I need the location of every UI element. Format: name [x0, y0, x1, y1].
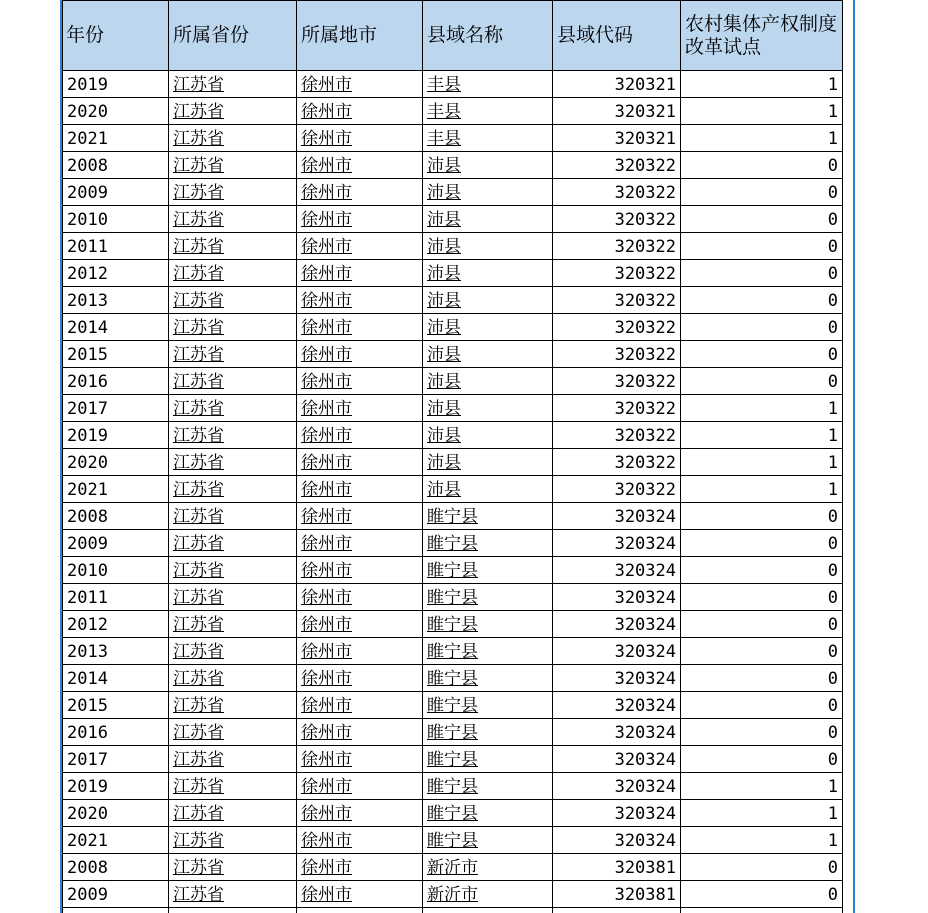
cell-county-code[interactable]: 320321 [553, 125, 681, 152]
cell-reform-pilot[interactable]: 0 [681, 665, 843, 692]
cell-year[interactable]: 2019 [63, 71, 169, 98]
cell-city[interactable]: 徐州市 [297, 692, 423, 719]
cell-year[interactable]: 2020 [63, 800, 169, 827]
cell-county-name[interactable]: 新沂市 [423, 881, 553, 908]
cell-county-code[interactable]: 320324 [553, 719, 681, 746]
cell-reform-pilot[interactable]: 1 [681, 395, 843, 422]
cell-empty[interactable] [297, 908, 423, 913]
cell-city[interactable]: 徐州市 [297, 449, 423, 476]
cell-province[interactable]: 江苏省 [169, 800, 297, 827]
cell-province[interactable]: 江苏省 [169, 476, 297, 503]
cell-county-name[interactable]: 沛县 [423, 449, 553, 476]
cell-county-name[interactable]: 沛县 [423, 422, 553, 449]
cell-reform-pilot[interactable]: 0 [681, 692, 843, 719]
cell-empty[interactable] [681, 908, 843, 913]
cell-year[interactable]: 2020 [63, 98, 169, 125]
cell-city[interactable]: 徐州市 [297, 584, 423, 611]
cell-county-code[interactable]: 320324 [553, 692, 681, 719]
header-reform-pilot[interactable]: 农村集体产权制度改革试点 [681, 1, 843, 71]
cell-year[interactable]: 2009 [63, 179, 169, 206]
cell-reform-pilot[interactable]: 0 [681, 530, 843, 557]
cell-reform-pilot[interactable]: 1 [681, 476, 843, 503]
cell-reform-pilot[interactable]: 0 [681, 557, 843, 584]
cell-county-code[interactable]: 320322 [553, 395, 681, 422]
table-row [63, 341, 843, 368]
table-row [63, 125, 843, 152]
cell-year[interactable]: 2013 [63, 638, 169, 665]
cell-province[interactable]: 江苏省 [169, 179, 297, 206]
cell-province[interactable]: 江苏省 [169, 530, 297, 557]
cell-reform-pilot[interactable]: 1 [681, 449, 843, 476]
table-row [63, 611, 843, 638]
cell-county-name[interactable]: 丰县 [423, 125, 553, 152]
cell-county-name[interactable]: 丰县 [423, 98, 553, 125]
header-province[interactable]: 所属省份 [169, 1, 297, 71]
cell-county-code[interactable]: 320322 [553, 314, 681, 341]
cell-year[interactable]: 2019 [63, 422, 169, 449]
cell-county-name[interactable]: 睢宁县 [423, 611, 553, 638]
cell-reform-pilot[interactable]: 0 [681, 611, 843, 638]
cell-year[interactable]: 2008 [63, 503, 169, 530]
cell-province[interactable]: 江苏省 [169, 638, 297, 665]
table-row [63, 773, 843, 800]
cell-city[interactable]: 徐州市 [297, 827, 423, 854]
cell-county-name[interactable]: 沛县 [423, 341, 553, 368]
cell-county-name[interactable]: 睢宁县 [423, 827, 553, 854]
data-table [62, 0, 843, 913]
cell-province[interactable]: 江苏省 [169, 314, 297, 341]
cell-reform-pilot[interactable]: 1 [681, 773, 843, 800]
cell-county-code[interactable]: 320322 [553, 368, 681, 395]
cell-county-code[interactable]: 320324 [553, 800, 681, 827]
cell-reform-pilot[interactable]: 0 [681, 584, 843, 611]
cell-reform-pilot[interactable]: 0 [681, 854, 843, 881]
cell-year[interactable]: 2010 [63, 557, 169, 584]
cell-year[interactable]: 2012 [63, 611, 169, 638]
cell-city[interactable]: 徐州市 [297, 800, 423, 827]
cell-year[interactable]: 2014 [63, 314, 169, 341]
cell-county-code[interactable]: 320324 [553, 557, 681, 584]
cell-county-code[interactable]: 320324 [553, 827, 681, 854]
table-row [63, 449, 843, 476]
cell-year[interactable]: 2013 [63, 287, 169, 314]
cell-year[interactable]: 2009 [63, 530, 169, 557]
cell-province[interactable]: 江苏省 [169, 341, 297, 368]
cell-province[interactable]: 江苏省 [169, 98, 297, 125]
cell-city[interactable]: 徐州市 [297, 152, 423, 179]
cell-county-name[interactable]: 沛县 [423, 314, 553, 341]
cell-reform-pilot[interactable]: 1 [681, 827, 843, 854]
cell-reform-pilot[interactable]: 0 [681, 341, 843, 368]
table-row [63, 746, 843, 773]
cell-reform-pilot[interactable]: 0 [681, 314, 843, 341]
spreadsheet-grid[interactable] [62, 0, 854, 913]
cell-county-code[interactable]: 320324 [553, 503, 681, 530]
table-row [63, 179, 843, 206]
cell-empty[interactable] [553, 908, 681, 913]
cell-city[interactable]: 徐州市 [297, 314, 423, 341]
cell-empty[interactable] [423, 908, 553, 913]
cell-county-code[interactable]: 320324 [553, 665, 681, 692]
table-row [63, 206, 843, 233]
cell-reform-pilot[interactable]: 0 [681, 233, 843, 260]
table-row [63, 503, 843, 530]
cell-reform-pilot[interactable]: 1 [681, 800, 843, 827]
cell-city[interactable]: 徐州市 [297, 854, 423, 881]
cell-year[interactable]: 2008 [63, 854, 169, 881]
cell-year[interactable]: 2015 [63, 692, 169, 719]
table-row [63, 233, 843, 260]
cell-province[interactable]: 江苏省 [169, 125, 297, 152]
cell-city[interactable]: 徐州市 [297, 530, 423, 557]
cell-county-name[interactable]: 睢宁县 [423, 665, 553, 692]
cell-county-name[interactable]: 沛县 [423, 233, 553, 260]
cell-county-code[interactable]: 320322 [553, 422, 681, 449]
table-row [63, 827, 843, 854]
cell-empty[interactable] [63, 908, 169, 913]
cell-county-name[interactable]: 沛县 [423, 476, 553, 503]
header-row [63, 1, 843, 71]
cell-reform-pilot[interactable]: 0 [681, 746, 843, 773]
table-row [63, 368, 843, 395]
table-row [63, 638, 843, 665]
table-row [63, 71, 843, 98]
cell-reform-pilot[interactable]: 0 [681, 503, 843, 530]
cell-county-name[interactable]: 沛县 [423, 368, 553, 395]
cell-year[interactable]: 2020 [63, 449, 169, 476]
cell-year[interactable]: 2021 [63, 476, 169, 503]
cell-reform-pilot[interactable]: 1 [681, 422, 843, 449]
cell-province[interactable]: 江苏省 [169, 233, 297, 260]
cell-county-code[interactable]: 320324 [553, 773, 681, 800]
cell-city[interactable]: 徐州市 [297, 368, 423, 395]
cell-city[interactable]: 徐州市 [297, 503, 423, 530]
cell-province[interactable]: 江苏省 [169, 503, 297, 530]
cell-county-code[interactable]: 320321 [553, 98, 681, 125]
cell-province[interactable]: 江苏省 [169, 665, 297, 692]
cell-reform-pilot[interactable]: 1 [681, 71, 843, 98]
table-row [63, 422, 843, 449]
header-county-code[interactable]: 县域代码 [553, 1, 681, 71]
cell-province[interactable]: 江苏省 [169, 557, 297, 584]
cell-reform-pilot[interactable]: 0 [681, 152, 843, 179]
table-row [63, 287, 843, 314]
cell-province[interactable]: 江苏省 [169, 449, 297, 476]
table-row [63, 692, 843, 719]
cell-reform-pilot[interactable]: 0 [681, 260, 843, 287]
cell-city[interactable]: 徐州市 [297, 773, 423, 800]
cell-city[interactable]: 徐州市 [297, 206, 423, 233]
cell-province[interactable]: 江苏省 [169, 746, 297, 773]
cell-province[interactable]: 江苏省 [169, 881, 297, 908]
cell-city[interactable]: 徐州市 [297, 611, 423, 638]
cell-province[interactable]: 江苏省 [169, 395, 297, 422]
cell-year[interactable]: 2021 [63, 125, 169, 152]
cell-city[interactable]: 徐州市 [297, 71, 423, 98]
cell-province[interactable]: 江苏省 [169, 611, 297, 638]
cell-county-code[interactable]: 320322 [553, 206, 681, 233]
cell-province[interactable]: 江苏省 [169, 368, 297, 395]
cell-county-code[interactable]: 320322 [553, 233, 681, 260]
table-row [63, 395, 843, 422]
table-row [63, 98, 843, 125]
cell-city[interactable]: 徐州市 [297, 476, 423, 503]
cell-city[interactable]: 徐州市 [297, 341, 423, 368]
cell-province[interactable]: 江苏省 [169, 206, 297, 233]
cell-province[interactable]: 江苏省 [169, 71, 297, 98]
table-row [63, 881, 843, 908]
cell-reform-pilot[interactable]: 0 [681, 638, 843, 665]
cell-county-name[interactable]: 沛县 [423, 287, 553, 314]
cell-county-name[interactable]: 新沂市 [423, 854, 553, 881]
cell-year[interactable]: 2011 [63, 584, 169, 611]
cell-county-name[interactable]: 睢宁县 [423, 638, 553, 665]
cell-year[interactable]: 2012 [63, 260, 169, 287]
cell-year[interactable]: 2016 [63, 368, 169, 395]
table-row-partial [63, 908, 843, 913]
cell-city[interactable]: 徐州市 [297, 98, 423, 125]
header-county-name[interactable]: 县域名称 [423, 1, 553, 71]
cell-county-name[interactable]: 睢宁县 [423, 692, 553, 719]
cell-year[interactable]: 2019 [63, 773, 169, 800]
cell-county-name[interactable]: 沛县 [423, 206, 553, 233]
cell-province[interactable]: 江苏省 [169, 287, 297, 314]
cell-county-name[interactable]: 睢宁县 [423, 719, 553, 746]
table-row [63, 584, 843, 611]
table-row [63, 530, 843, 557]
cell-province[interactable]: 江苏省 [169, 854, 297, 881]
table-row [63, 665, 843, 692]
cell-county-code[interactable]: 320381 [553, 854, 681, 881]
table-row [63, 854, 843, 881]
table-row [63, 719, 843, 746]
header-city[interactable]: 所属地市 [297, 1, 423, 71]
header-year[interactable]: 年份 [63, 1, 169, 71]
cell-county-code[interactable]: 320324 [553, 611, 681, 638]
cell-city[interactable]: 徐州市 [297, 665, 423, 692]
cell-city[interactable]: 徐州市 [297, 422, 423, 449]
table-row [63, 557, 843, 584]
cell-year[interactable]: 2015 [63, 341, 169, 368]
cell-year[interactable]: 2017 [63, 746, 169, 773]
cell-county-code[interactable]: 320322 [553, 179, 681, 206]
cell-city[interactable]: 徐州市 [297, 260, 423, 287]
cell-city[interactable]: 徐州市 [297, 125, 423, 152]
cell-reform-pilot[interactable]: 0 [681, 368, 843, 395]
cell-county-code[interactable]: 320324 [553, 584, 681, 611]
table-row [63, 260, 843, 287]
cell-county-code[interactable]: 320321 [553, 71, 681, 98]
cell-city[interactable]: 徐州市 [297, 638, 423, 665]
cell-province[interactable]: 江苏省 [169, 422, 297, 449]
cell-city[interactable]: 徐州市 [297, 881, 423, 908]
cell-province[interactable]: 江苏省 [169, 719, 297, 746]
cell-province[interactable]: 江苏省 [169, 692, 297, 719]
cell-province[interactable]: 江苏省 [169, 773, 297, 800]
table-row [63, 800, 843, 827]
cell-province[interactable]: 江苏省 [169, 152, 297, 179]
cell-county-code[interactable]: 320322 [553, 152, 681, 179]
cell-county-name[interactable]: 沛县 [423, 260, 553, 287]
cell-county-code[interactable]: 320324 [553, 530, 681, 557]
cell-county-name[interactable]: 睢宁县 [423, 800, 553, 827]
cell-year[interactable]: 2011 [63, 233, 169, 260]
table-row [63, 476, 843, 503]
cell-reform-pilot[interactable]: 1 [681, 125, 843, 152]
cell-reform-pilot[interactable]: 0 [681, 287, 843, 314]
cell-year[interactable]: 2008 [63, 152, 169, 179]
cell-county-code[interactable]: 320381 [553, 881, 681, 908]
cell-county-code[interactable]: 320322 [553, 449, 681, 476]
cell-county-name[interactable]: 睢宁县 [423, 530, 553, 557]
cell-year[interactable]: 2010 [63, 206, 169, 233]
cell-county-code[interactable]: 320324 [553, 746, 681, 773]
table-row [63, 314, 843, 341]
cell-county-name[interactable]: 沛县 [423, 179, 553, 206]
cell-city[interactable]: 徐州市 [297, 179, 423, 206]
cell-year[interactable]: 2009 [63, 881, 169, 908]
cell-county-name[interactable]: 睢宁县 [423, 773, 553, 800]
cell-year[interactable]: 2017 [63, 395, 169, 422]
cell-city[interactable]: 徐州市 [297, 233, 423, 260]
cell-province[interactable]: 江苏省 [169, 827, 297, 854]
cell-city[interactable]: 徐州市 [297, 395, 423, 422]
cell-city[interactable]: 徐州市 [297, 557, 423, 584]
cell-county-name[interactable]: 沛县 [423, 152, 553, 179]
cell-empty[interactable] [169, 908, 297, 913]
cell-province[interactable]: 江苏省 [169, 584, 297, 611]
cell-county-name[interactable]: 沛县 [423, 395, 553, 422]
cell-reform-pilot[interactable]: 1 [681, 98, 843, 125]
cell-reform-pilot[interactable]: 0 [681, 881, 843, 908]
cell-city[interactable]: 徐州市 [297, 746, 423, 773]
table-row [63, 152, 843, 179]
cell-county-name[interactable]: 丰县 [423, 71, 553, 98]
cell-reform-pilot[interactable]: 0 [681, 206, 843, 233]
cell-county-code[interactable]: 320322 [553, 287, 681, 314]
cell-reform-pilot[interactable]: 0 [681, 719, 843, 746]
cell-county-name[interactable]: 睢宁县 [423, 584, 553, 611]
cell-year[interactable]: 2021 [63, 827, 169, 854]
cell-county-code[interactable]: 320322 [553, 476, 681, 503]
cell-city[interactable]: 徐州市 [297, 287, 423, 314]
cell-reform-pilot[interactable]: 0 [681, 179, 843, 206]
cell-year[interactable]: 2016 [63, 719, 169, 746]
cell-county-code[interactable]: 320322 [553, 260, 681, 287]
cell-county-name[interactable]: 睢宁县 [423, 503, 553, 530]
cell-county-name[interactable]: 睢宁县 [423, 746, 553, 773]
cell-year[interactable]: 2014 [63, 665, 169, 692]
cell-province[interactable]: 江苏省 [169, 260, 297, 287]
cell-county-name[interactable]: 睢宁县 [423, 557, 553, 584]
cell-county-code[interactable]: 320322 [553, 341, 681, 368]
cell-county-code[interactable]: 320324 [553, 638, 681, 665]
cell-city[interactable]: 徐州市 [297, 719, 423, 746]
